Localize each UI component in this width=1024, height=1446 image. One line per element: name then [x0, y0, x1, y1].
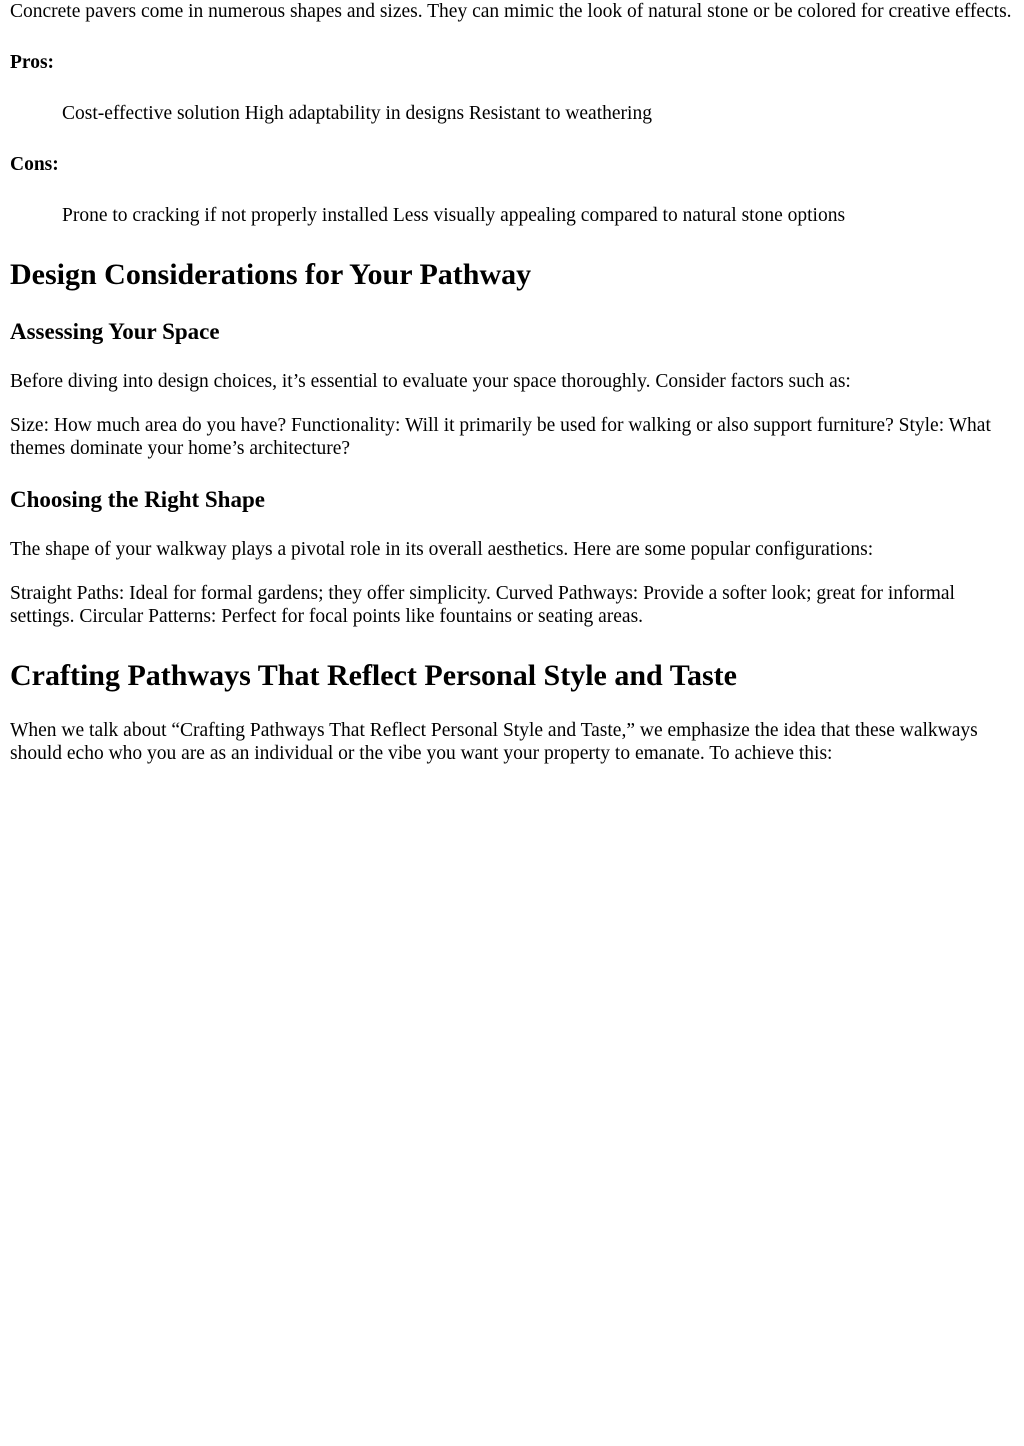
- shape-configs: Straight Paths: Ideal for formal gardens; they offer simplicity. Curved Pathways: Provide a softer look; great for informal settings. Circular Patterns: Perfect for focal points like fountains or seating areas.: [10, 583, 955, 627]
- assessing-heading: Assessing Your Space: [10, 319, 220, 344]
- intro-paragraph: Concrete pavers come in numerous shapes and sizes. They can mimic the look of natural stone or be colored for creative effects.: [10, 1, 1012, 22]
- shape-heading: Choosing the Right Shape: [10, 487, 265, 512]
- assessing-factors: Size: How much area do you have? Functionality: Will it primarily be used for walking or also support furniture? Style: What themes dominate your home’s architecture?: [10, 415, 991, 459]
- cons-list: Prone to cracking if not properly installed Less visually appealing compared to natural stone options: [62, 205, 846, 226]
- pros-label: Pros:: [10, 52, 55, 73]
- assessing-intro: Before diving into design choices, it’s essential to evaluate your space thoroughly. Consider factors such as:: [10, 371, 851, 392]
- pros-list: Cost-effective solution High adaptability in designs Resistant to weathering: [62, 103, 652, 124]
- cons-label: Cons:: [10, 154, 59, 175]
- crafting-heading: Crafting Pathways That Reflect Personal Style and Taste: [10, 659, 737, 692]
- crafting-body: When we talk about “Crafting Pathways That Reflect Personal Style and Taste,” we emphasize the idea that these walkways should echo who you are as an individual or the vibe you want your property to emanate. To achieve this:: [10, 720, 978, 764]
- shape-intro: The shape of your walkway plays a pivotal role in its overall aesthetics. Here are some popular configurations:: [10, 539, 874, 560]
- design-heading: Design Considerations for Your Pathway: [10, 258, 532, 291]
